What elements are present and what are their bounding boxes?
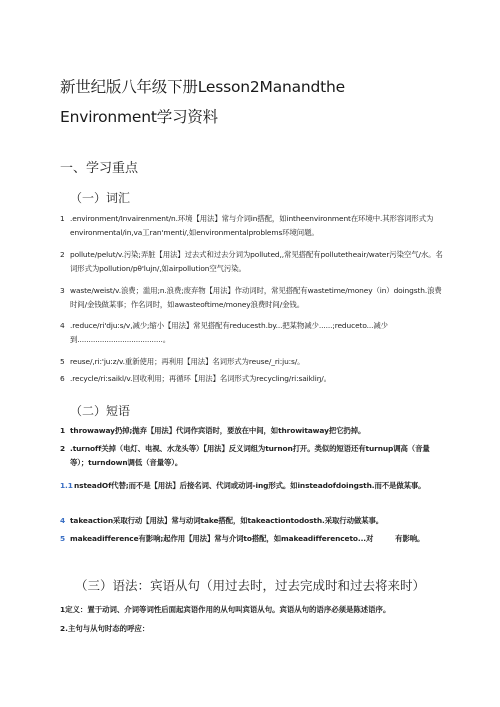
- vocab-item-number: 4: [60, 321, 65, 330]
- phrase-item-2: [60, 442, 445, 469]
- vocab-item-4: [60, 319, 445, 346]
- vocab-item-text: waste/weist/v.浪费；滥用;n.浪费;废弃物【用法】作动词时，常见搭配有wastetime/money（in）doingsth.浪费时间/金钱做某事；作名词时，如awasteoftime/money浪费时间/金钱。: [70, 286, 442, 309]
- vocab-item-number: 5: [60, 357, 65, 366]
- phrase-item-text: nsteadOf代替;而不是【用法】后接名词、代词或动词-ing形式。如insteadofdoingsth.而不是做某事。: [74, 481, 426, 490]
- vocab-item-2: [60, 248, 445, 275]
- vocab-item-number: 2: [60, 250, 65, 259]
- phrase-item-3: [60, 479, 445, 493]
- vocab-item-number: 6: [60, 374, 65, 383]
- phrase-item-text: throwaway扔掉;抛弃【用法】代词作宾语时，要放在中间，如throwitaway把它扔掉。: [70, 426, 366, 435]
- vocab-item-text: .recycle/ri:saikl/v.回收利用；再循环【用法】名词形式为recycling/ri:saikliŋ/。: [70, 374, 331, 383]
- vocab-item-text: reuse/,ri:'ju:z/v.重新使用；再利用【用法】名词形式为reuse/_ri:ju:s/。: [70, 357, 305, 366]
- vocab-item-number: 3: [60, 286, 65, 295]
- document-title-line-2: Environment学习资料: [60, 108, 218, 126]
- phrase-item-number: 5: [60, 534, 66, 543]
- subheading-phrases: （二）短语: [70, 404, 131, 418]
- phrase-item-5: [60, 532, 445, 546]
- section-heading-key-points: 一、学习重点: [60, 161, 139, 176]
- phrase-item-text: takeaction采取行动【用法】常与动词take搭配，如takeactiontodosth.采取行动做某事。: [70, 516, 384, 525]
- grammar-tense-heading: 2.主句与从句时态的呼应：: [60, 624, 150, 633]
- vocab-item-text: pollute/pelut/v.污染;弄脏【用法】过去式和过去分词为polluted,,常见搭配有pollutetheair/water污染空气/水。名词形式为pollution/pθ'lujn/,如airpollution空气污染。: [70, 250, 443, 273]
- vocab-item-text: .environment/Invairenment/n.环境【用法】常与介词in搭配，如intheenvironment在环境中.其形容词形式为environmental/in,va工ran'menti/,如environmentalproblems环境问题。: [70, 214, 434, 237]
- phrase-item-1: [60, 424, 445, 438]
- grammar-definition: 1定义：置于动词、介词等词性后面起宾语作用的从句叫宾语从句。宾语从句的语序必须是陈述语序。: [60, 605, 391, 614]
- vocab-item-number: 1: [60, 214, 65, 223]
- subheading-grammar: （三）语法：宾语从句（用过去时，过去完成时和过去将来时）: [75, 578, 426, 593]
- phrase-item-number: 1: [60, 426, 66, 435]
- vocab-item-6: [60, 372, 445, 386]
- phrase-item-number: 2: [60, 444, 66, 453]
- phrase-item-text: makeadifference有影响;起作用【用法】常与介词to搭配，如makeadifferenceto...对 有影响。: [70, 534, 425, 543]
- phrase-item-number: 1.1: [60, 481, 73, 490]
- vocab-item-text: .reduce/ri'dju:s/v,减少;缩小【用法】常见搭配有reducesth.by...把某物减少......;reduceto...减少到......................................。: [70, 321, 388, 344]
- vocab-item-1: [60, 212, 445, 239]
- vocab-item-5: [60, 355, 445, 369]
- vocab-item-3: [60, 284, 445, 311]
- document-title-line-1: 新世纪版八年级下册Lesson2Manandthe: [60, 78, 346, 96]
- phrase-item-number: 4: [60, 516, 66, 525]
- phrase-item-4: [60, 514, 445, 528]
- phrase-item-text: .turnoff关掉（电灯、电视、水龙头等）【用法】反义词组为turnon打开。类似的短语还有turnup调高（音量等）；turndown调低（音量等）。: [70, 444, 430, 467]
- subheading-vocabulary: （一）词汇: [70, 191, 131, 205]
